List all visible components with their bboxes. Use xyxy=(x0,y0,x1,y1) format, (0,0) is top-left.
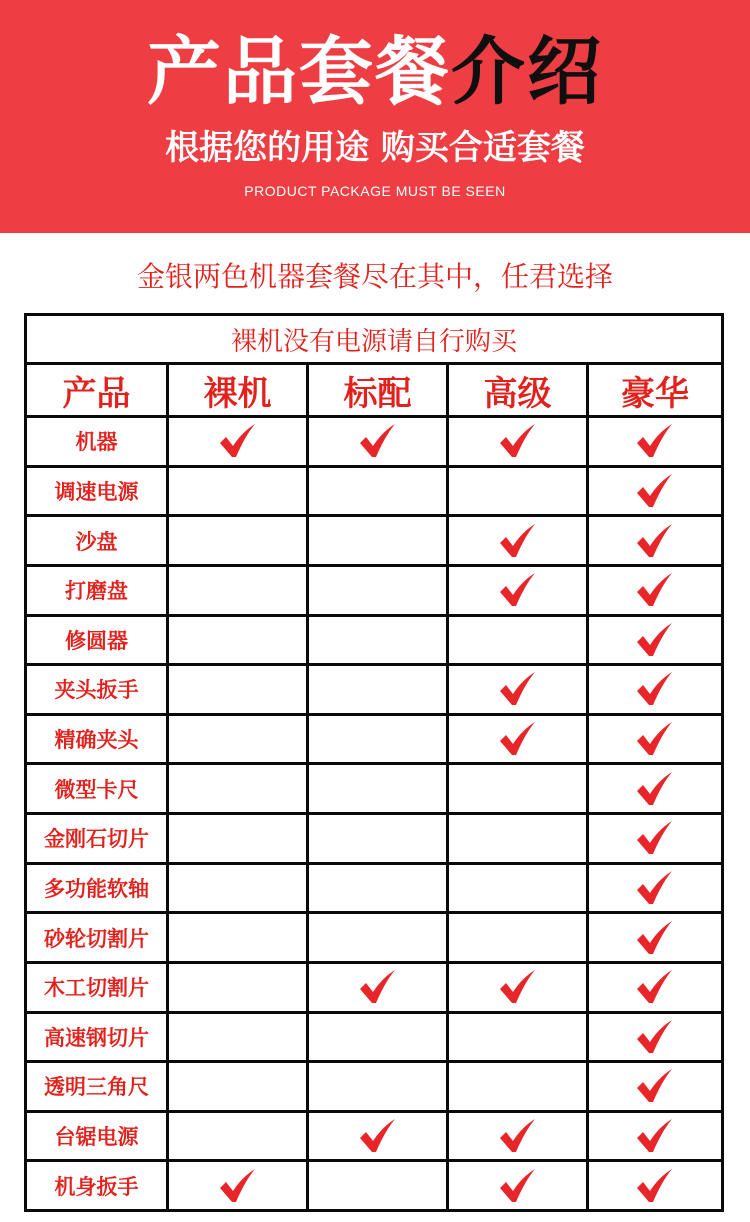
table-row xyxy=(26,863,723,913)
check-cell xyxy=(448,714,588,764)
checkmark-icon xyxy=(635,1067,675,1105)
check-cell xyxy=(168,814,308,864)
table-row xyxy=(26,615,723,665)
row-label: 金刚石切片 xyxy=(26,814,168,864)
check-cell xyxy=(308,466,448,516)
check-cell xyxy=(308,1111,448,1161)
row-label: 沙盘 xyxy=(26,516,168,566)
check-cell xyxy=(168,615,308,665)
check-cell xyxy=(308,615,448,665)
check-cell xyxy=(308,1062,448,1112)
check-cell xyxy=(588,417,723,467)
check-cell xyxy=(168,1012,308,1062)
table-row xyxy=(26,1012,723,1062)
row-label: 微型卡尺 xyxy=(26,764,168,814)
checkmark-icon xyxy=(498,422,538,460)
check-cell xyxy=(308,814,448,864)
check-cell xyxy=(308,714,448,764)
check-cell xyxy=(168,1062,308,1112)
banner-title xyxy=(0,22,750,122)
check-cell xyxy=(308,516,448,566)
check-cell xyxy=(168,665,308,715)
checkmark-icon xyxy=(498,720,538,758)
banner-subtitle: 根据您的用途 购买合适套餐 xyxy=(165,128,585,168)
checkmark-icon xyxy=(498,670,538,708)
table-row xyxy=(26,814,723,864)
comparison-table xyxy=(24,313,724,1212)
banner-title-dark: 介绍 xyxy=(451,29,603,115)
check-cell xyxy=(308,863,448,913)
check-cell xyxy=(588,962,723,1012)
table-row xyxy=(26,714,723,764)
check-cell xyxy=(448,665,588,715)
check-cell xyxy=(168,714,308,764)
table-row xyxy=(26,665,723,715)
check-cell xyxy=(588,466,723,516)
column-header: 高级 xyxy=(448,364,588,417)
check-cell xyxy=(588,814,723,864)
table-row xyxy=(26,516,723,566)
row-label: 高速钢切片 xyxy=(26,1012,168,1062)
checkmark-icon xyxy=(635,1117,675,1155)
check-cell xyxy=(168,466,308,516)
checkmark-icon xyxy=(635,1018,675,1056)
check-cell xyxy=(448,962,588,1012)
checkmark-icon xyxy=(498,1167,538,1205)
check-cell xyxy=(168,962,308,1012)
checkmark-icon xyxy=(635,522,675,560)
check-cell xyxy=(448,466,588,516)
check-cell xyxy=(448,1111,588,1161)
tagline: 金银两色机器套餐尽在其中，任君选择 xyxy=(136,260,613,293)
check-cell xyxy=(168,516,308,566)
check-cell xyxy=(448,814,588,864)
checkmark-icon xyxy=(218,422,258,460)
checkmark-icon xyxy=(635,472,675,510)
checkmark-icon xyxy=(635,670,675,708)
column-header: 产品 xyxy=(26,364,168,417)
checkmark-icon xyxy=(358,1117,398,1155)
banner-title-light: 产品套餐 xyxy=(147,29,451,115)
check-cell xyxy=(168,863,308,913)
row-label: 多功能软轴 xyxy=(26,863,168,913)
note-row xyxy=(26,315,723,364)
banner-subtitle-en: PRODUCT PACKAGE MUST BE SEEN xyxy=(244,183,506,199)
bare-machine-note: 裸机没有电源请自行购买 xyxy=(26,315,723,364)
check-cell xyxy=(448,516,588,566)
check-cell xyxy=(588,1062,723,1112)
check-cell xyxy=(168,913,308,963)
row-label: 砂轮切割片 xyxy=(26,913,168,963)
table-row xyxy=(26,417,723,467)
check-cell xyxy=(448,913,588,963)
table-row xyxy=(26,764,723,814)
column-header: 裸机 xyxy=(168,364,308,417)
check-cell xyxy=(588,1161,723,1211)
row-label: 木工切割片 xyxy=(26,962,168,1012)
check-cell xyxy=(448,1161,588,1211)
table-row xyxy=(26,565,723,615)
check-cell xyxy=(588,714,723,764)
check-cell xyxy=(308,1161,448,1211)
check-cell xyxy=(168,1161,308,1211)
table-row xyxy=(26,1062,723,1112)
checkmark-icon xyxy=(218,1167,258,1205)
check-cell xyxy=(168,1111,308,1161)
checkmark-icon xyxy=(635,819,675,857)
checkmark-icon xyxy=(635,720,675,758)
checkmark-icon xyxy=(635,571,675,609)
check-cell xyxy=(308,962,448,1012)
checkmark-icon xyxy=(498,522,538,560)
check-cell xyxy=(168,565,308,615)
check-cell xyxy=(308,565,448,615)
table-row xyxy=(26,913,723,963)
table-row xyxy=(26,466,723,516)
checkmark-icon xyxy=(498,571,538,609)
package-comparison-table xyxy=(24,313,721,1212)
checkmark-icon xyxy=(635,770,675,808)
row-label: 打磨盘 xyxy=(26,565,168,615)
check-cell xyxy=(448,615,588,665)
checkmark-icon xyxy=(635,919,675,957)
check-cell xyxy=(308,417,448,467)
row-label: 透明三角尺 xyxy=(26,1062,168,1112)
check-cell xyxy=(448,1062,588,1112)
check-cell xyxy=(168,764,308,814)
check-cell xyxy=(308,913,448,963)
header-row xyxy=(26,364,723,417)
check-cell xyxy=(448,764,588,814)
row-label: 精确夹头 xyxy=(26,714,168,764)
header-banner xyxy=(0,0,750,233)
checkmark-icon xyxy=(358,968,398,1006)
row-label: 机身扳手 xyxy=(26,1161,168,1211)
check-cell xyxy=(168,417,308,467)
row-label: 调速电源 xyxy=(26,466,168,516)
checkmark-icon xyxy=(635,1167,675,1205)
check-cell xyxy=(588,565,723,615)
check-cell xyxy=(588,764,723,814)
checkmark-icon xyxy=(358,422,398,460)
check-cell xyxy=(308,1012,448,1062)
check-cell xyxy=(588,516,723,566)
column-header: 豪华 xyxy=(588,364,723,417)
checkmark-icon xyxy=(635,621,675,659)
checkmark-icon xyxy=(635,968,675,1006)
checkmark-icon xyxy=(498,968,538,1006)
row-label: 机器 xyxy=(26,417,168,467)
table-row xyxy=(26,962,723,1012)
checkmark-icon xyxy=(498,1117,538,1155)
check-cell xyxy=(588,1012,723,1062)
check-cell xyxy=(588,863,723,913)
row-label: 修圆器 xyxy=(26,615,168,665)
check-cell xyxy=(588,913,723,963)
table-row xyxy=(26,1111,723,1161)
row-label: 夹头扳手 xyxy=(26,665,168,715)
column-header: 标配 xyxy=(308,364,448,417)
check-cell xyxy=(448,565,588,615)
check-cell xyxy=(448,417,588,467)
check-cell xyxy=(308,665,448,715)
checkmark-icon xyxy=(635,422,675,460)
table-row xyxy=(26,1161,723,1211)
check-cell xyxy=(308,764,448,814)
check-cell xyxy=(448,1012,588,1062)
checkmark-icon xyxy=(635,869,675,907)
check-cell xyxy=(448,863,588,913)
check-cell xyxy=(588,1111,723,1161)
row-label: 台锯电源 xyxy=(26,1111,168,1161)
check-cell xyxy=(588,615,723,665)
check-cell xyxy=(588,665,723,715)
